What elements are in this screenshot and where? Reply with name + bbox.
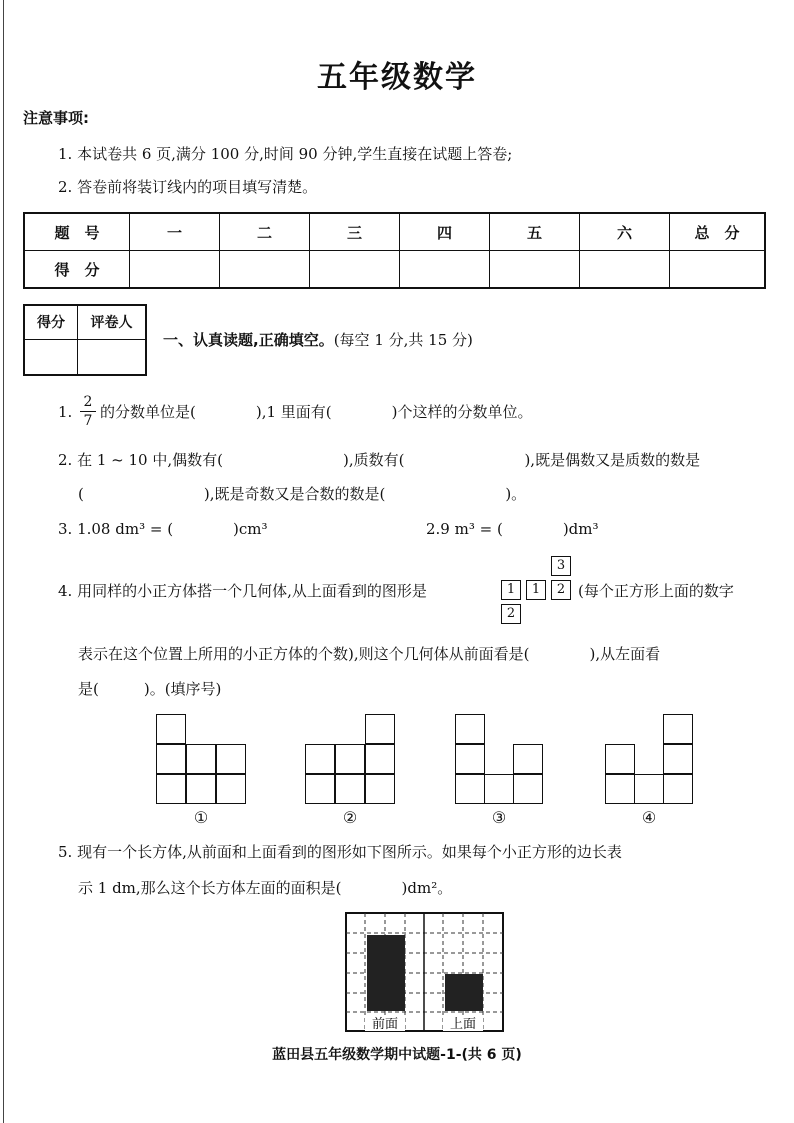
grader-name-label: 评卷人 [78,305,147,339]
grader-name-cell[interactable] [78,339,147,375]
score-cell-4[interactable] [400,251,490,289]
figure-cell [365,714,395,744]
figure-cell [305,774,335,804]
top-view-cell: 1 [501,580,521,600]
figure-cell [455,744,485,774]
score-cell-2[interactable] [220,251,310,289]
figure-cell [513,744,543,774]
score-row-label: 得 分 [24,251,130,289]
front-view-shape [367,935,405,1011]
score-cell-1[interactable] [130,251,220,289]
figure-cell [484,774,514,804]
front-view-label: 前面 [371,1017,399,1032]
figure-cell [455,714,485,744]
top-view-label: 上面 [449,1017,477,1032]
figure-cell [365,774,395,804]
score-header-question-no: 题 号 [24,213,130,251]
grader-box [23,304,147,376]
score-table [23,212,766,289]
figure-cell [605,744,635,774]
q5-views-figure [345,912,505,1034]
top-view-cell: 2 [551,580,571,600]
page-footer: 蓝田县五年级数学期中试题-1-(共 6 页) [272,1047,522,1063]
q4-line1a: 4. 用同样的小正方体搭一个几何体,从上面看到的图形是 [58,582,427,600]
notice-item-1: 1. 本试卷共 6 页,满分 100 分,时间 90 分钟,学生直接在试题上答卷; [58,145,513,163]
score-header-3: 三 [310,213,400,251]
score-cell-total[interactable] [670,251,766,289]
figure-cell [305,744,335,774]
score-cell-5[interactable] [490,251,580,289]
q3-right: 2.9 m³ = ( )dm³ [426,520,599,538]
figure-cell [605,774,635,804]
q2-line1: 2. 在 1 ~ 10 中,偶数有( ),质数有( ),既是偶数又是质数的数是 [58,451,701,469]
q4-line1b: (每个正方形上面的数字 [578,582,734,600]
score-header-5: 五 [490,213,580,251]
q4-line3: 是( )。(填序号) [78,680,222,698]
q4-option-3-label: ③ [491,808,507,827]
figure-cell [186,744,216,774]
score-header-6: 六 [580,213,670,251]
figure-cell [186,774,216,804]
grader-score-cell[interactable] [24,339,78,375]
figure-cell [156,744,186,774]
q2-line2: ( ),既是奇数又是合数的数是( )。 [78,485,527,503]
q1-fraction-numerator: 2 [83,394,93,410]
grader-score-label: 得分 [24,305,78,339]
figure-cell [335,774,365,804]
figure-cell [634,774,664,804]
score-header-4: 四 [400,213,490,251]
binding-line [3,0,4,1123]
figure-cell [663,774,693,804]
score-header-1: 一 [130,213,220,251]
notice-item-2: 2. 答卷前将装订线内的项目填写清楚。 [58,178,318,196]
figure-cell [156,714,186,744]
q1-fraction-bar [80,411,96,412]
q4-option-4-label: ④ [641,808,657,827]
figure-cell [216,774,246,804]
q4-line2: 表示在这个位置上所用的小正方体的个数),则这个几何体从前面看是( ),从左面看 [78,645,661,663]
page-title: 五年级数学 [317,60,477,95]
top-view-shape [445,974,483,1011]
score-header-2: 二 [220,213,310,251]
figure-cell [455,774,485,804]
figure-cell [365,744,395,774]
q4-option-1-label: ① [193,808,209,827]
q1-fraction [80,394,96,429]
figure-cell [156,774,186,804]
top-view-cell: 2 [501,604,521,624]
q5-line2: 示 1 dm,那么这个长方体左面的面积是( )dm²。 [78,879,453,897]
notice-heading: 注意事项: [23,109,89,127]
top-view-cell: 3 [551,556,571,576]
section1-points: (每空 1 分,共 15 分) [333,331,473,349]
score-cell-3[interactable] [310,251,400,289]
q5-line1: 5. 现有一个长方体,从前面和上面看到的图形如下图所示。如果每个小正方形的边长表 [58,843,622,861]
figure-cell [663,744,693,774]
section1-title [163,330,473,350]
figure-cell [663,714,693,744]
figure-cell [335,744,365,774]
top-view-cell: 1 [526,580,546,600]
section1-heading: 一、认真读题,正确填空。 [163,331,334,349]
figure-cell [216,744,246,774]
q1-number: 1. [58,403,73,421]
q1-fraction-denominator: 7 [83,413,93,429]
figure-cell [513,774,543,804]
q1-text: 的分数单位是( ),1 里面有( )个这样的分数单位。 [100,403,533,421]
q3-left: 3. 1.08 dm³ = ( )cm³ [58,520,268,538]
score-header-total: 总 分 [670,213,766,251]
q4-option-2-label: ② [342,808,358,827]
score-cell-6[interactable] [580,251,670,289]
